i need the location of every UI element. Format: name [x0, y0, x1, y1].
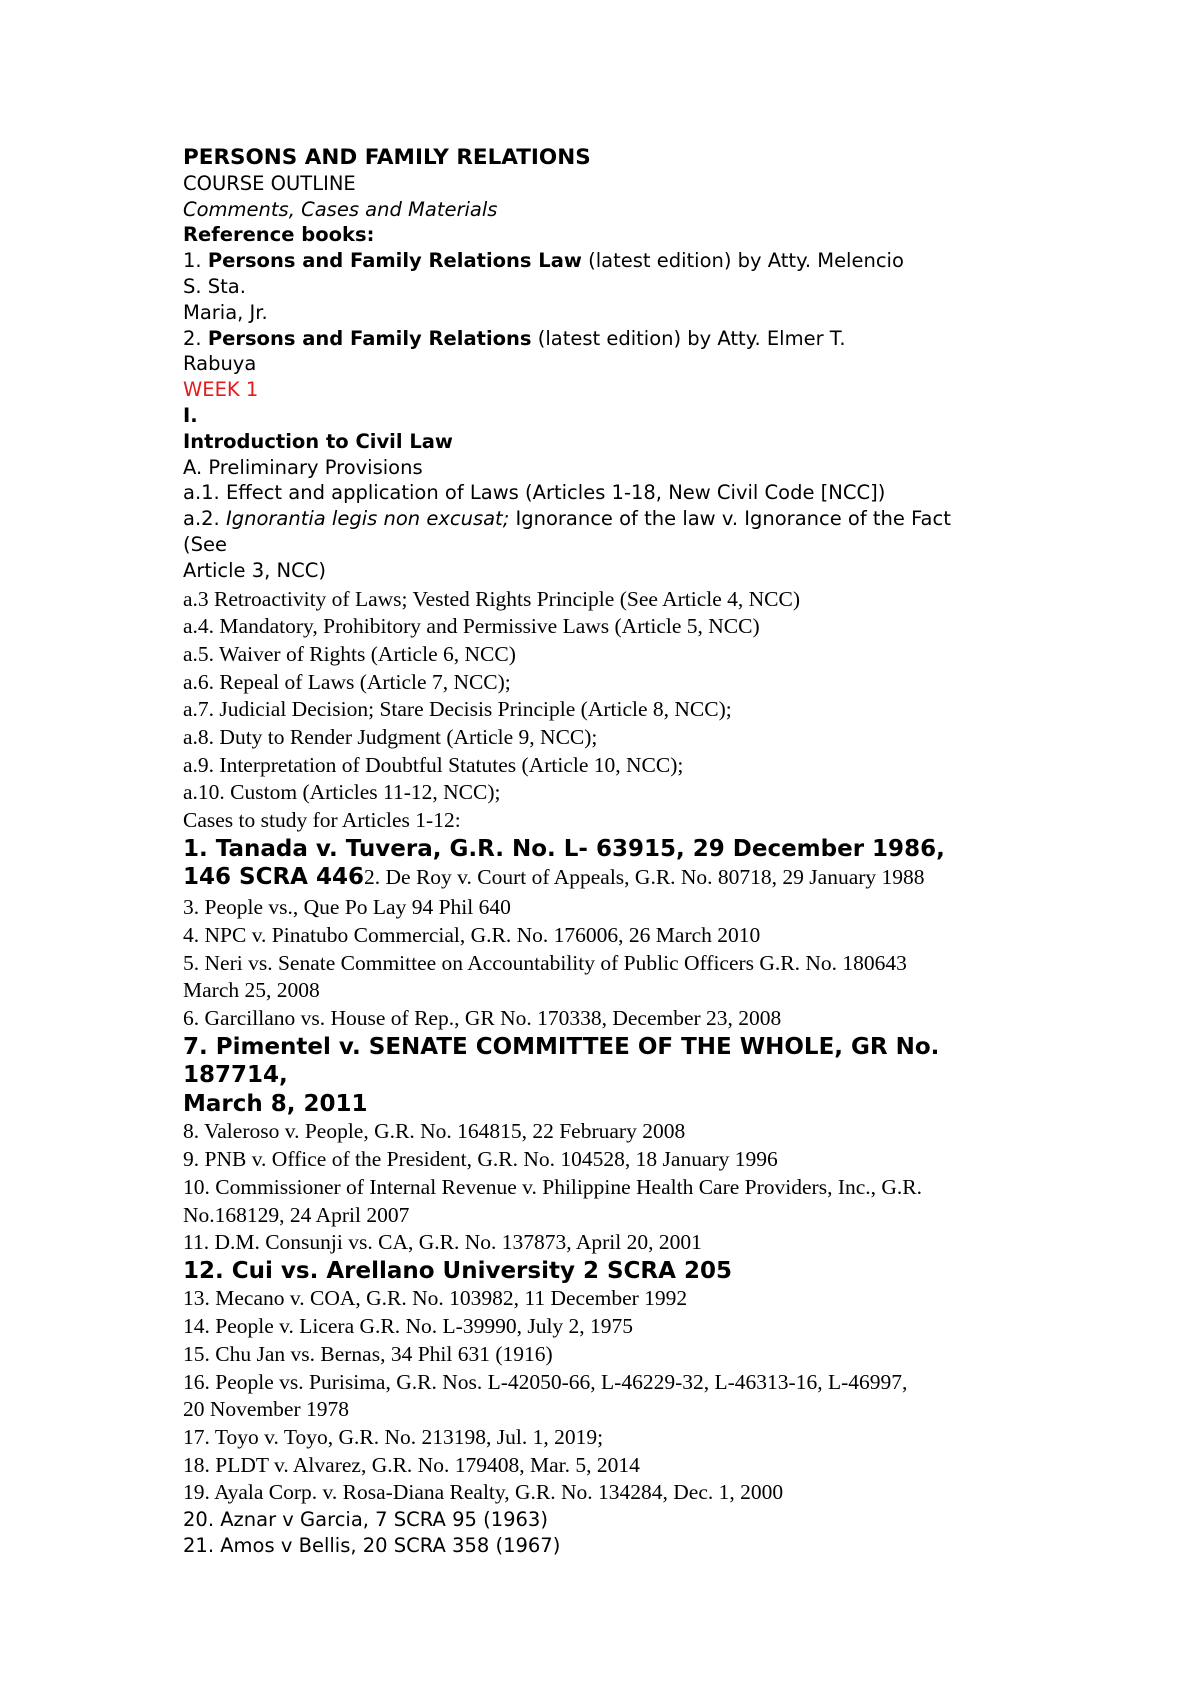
case-item: 18. PLDT v. Alvarez, G.R. No. 179408, Mar. 5, 2014 — [183, 1452, 640, 1477]
case-item: 21. Amos v Bellis, 20 SCRA 358 (1967) — [183, 1533, 561, 1557]
reference-book-title: Persons and Family Relations — [207, 326, 532, 350]
case-item: 8. Valeroso v. People, G.R. No. 164815, 22 February 2008 — [183, 1119, 686, 1144]
case-item: 19. Ayala Corp. v. Rosa-Diana Realty, G.R. No. 134284, Dec. 1, 2000 — [183, 1480, 784, 1505]
case-item: 16. People vs. Purisima, G.R. Nos. L-42050-66, L-46229-32, L-46313-16, L-46997, — [183, 1369, 908, 1394]
reference-details: (latest edition) by Atty. Elmer T. — [531, 326, 846, 350]
reference-item-1-cont: S. Sta. — [183, 274, 246, 298]
week-heading: WEEK 1 — [183, 378, 259, 402]
outline-text: Ignorance of the law v. Ignorance of the Fact — [509, 507, 951, 531]
document-page — [183, 145, 1083, 1559]
case-citation: 146 SCRA 446 — [183, 864, 364, 891]
cases-intro: Cases to study for Articles 1-12: — [183, 808, 461, 833]
outline-item-a2-cont: Article 3, NCC) — [183, 558, 326, 582]
case-item: 9. PNB v. Office of the President, G.R. No. 104528, 18 January 1996 — [183, 1147, 778, 1172]
case-item: 4. NPC v. Pinatubo Commercial, G.R. No. 176006, 26 March 2010 — [183, 923, 761, 948]
case-item: 10. Commissioner of Internal Revenue v. Philippine Health Care Providers, Inc., G.R. — [183, 1174, 923, 1199]
case-item-cont: March 25, 2008 — [183, 978, 320, 1003]
outline-item: a.9. Interpretation of Doubtful Statutes (Article 10, NCC); — [183, 752, 684, 777]
latin-maxim: Ignorantia legis non excusat; — [225, 507, 510, 531]
case-item-12: 12. Cui vs. Arellano University 2 SCRA 205 — [183, 1257, 732, 1284]
case-item-cont: 20 November 1978 — [183, 1397, 349, 1422]
reference-num: 2. — [183, 326, 208, 350]
outline-item: a.7. Judicial Decision; Stare Decisis Principle (Article 8, NCC); — [183, 697, 732, 722]
case-item-7-cont: March 8, 2011 — [183, 1090, 368, 1117]
case-item-7-cont: 187714, — [183, 1062, 288, 1089]
reference-details: (latest edition) by Atty. Melencio — [581, 249, 904, 273]
case-item: 14. People v. Licera G.R. No. L-39990, July 2, 1975 — [183, 1314, 634, 1339]
section-title: Introduction to Civil Law — [183, 429, 453, 453]
cases-list — [183, 1118, 1083, 1257]
doc-tagline: Comments, Cases and Materials — [183, 197, 498, 221]
case-item: 20. Aznar v Garcia, 7 SCRA 95 (1963) — [183, 1508, 548, 1532]
reference-item-2 — [183, 326, 1083, 352]
cases-list — [183, 894, 1083, 1033]
case-item: 6. Garcillano vs. House of Rep., GR No. 170338, December 23, 2008 — [183, 1006, 782, 1031]
reference-book-title: Persons and Family Relations Law — [207, 249, 582, 273]
doc-subtitle: COURSE OUTLINE — [183, 171, 356, 195]
reference-num: 1. — [183, 249, 208, 273]
outline-item: a.8. Duty to Render Judgment (Article 9, NCC); — [183, 725, 598, 750]
reference-item-1 — [183, 248, 1083, 274]
case-item: 3. People vs., Que Po Lay 94 Phil 640 — [183, 895, 511, 920]
outline-item-a2 — [183, 506, 1083, 532]
cases-list — [183, 1285, 1083, 1507]
cases-list — [183, 1507, 1083, 1559]
case-item-1-cont — [183, 863, 1083, 894]
outline-num: a.2. — [183, 507, 226, 531]
reference-item-2-cont: Rabuya — [183, 352, 257, 376]
case-item: 13. Mecano v. COA, G.R. No. 103982, 11 December 1992 — [183, 1286, 688, 1311]
case-item: 17. Toyo v. Toyo, G.R. No. 213198, Jul. 1, 2019; — [183, 1424, 604, 1449]
outline-item: a.4. Mandatory, Prohibitory and Permissive Laws (Article 5, NCC) — [183, 614, 760, 639]
outline-serif-list — [183, 586, 1083, 835]
case-item-1: 1. Tanada v. Tuvera, G.R. No. L- 63915, 29 December 1986, — [183, 835, 945, 862]
outline-item-a1: a.1. Effect and application of Laws (Articles 1-18, New Civil Code [NCC]) — [183, 481, 886, 505]
case-item: 5. Neri vs. Senate Committee on Accountability of Public Officers G.R. No. 180643 — [183, 950, 907, 975]
doc-title: PERSONS AND FAMILY RELATIONS — [183, 145, 591, 170]
case-item-2: 2. De Roy v. Court of Appeals, G.R. No. 80718, 29 January 1988 — [364, 865, 925, 890]
outline-item: a.3 Retroactivity of Laws; Vested Rights Principle (See Article 4, NCC) — [183, 586, 801, 611]
reference-heading: Reference books: — [183, 223, 375, 247]
case-item-7: 7. Pimentel v. SENATE COMMITTEE OF THE WHOLE, GR No. — [183, 1033, 940, 1060]
outline-item: a.6. Repeal of Laws (Article 7, NCC); — [183, 669, 511, 694]
outline-item: a.10. Custom (Articles 11-12, NCC); — [183, 780, 501, 805]
reference-item-1-cont: Maria, Jr. — [183, 300, 268, 324]
outline-item: a.5. Waiver of Rights (Article 6, NCC) — [183, 641, 516, 666]
outline-item-a2-cont: (See — [183, 532, 227, 556]
roman-numeral: I. — [183, 403, 198, 427]
subsection-a: A. Preliminary Provisions — [183, 455, 423, 479]
case-item: 11. D.M. Consunji vs. CA, G.R. No. 137873, April 20, 2001 — [183, 1230, 702, 1255]
case-item: 15. Chu Jan vs. Bernas, 34 Phil 631 (1916) — [183, 1341, 553, 1366]
case-item-cont: No.168129, 24 April 2007 — [183, 1202, 410, 1227]
